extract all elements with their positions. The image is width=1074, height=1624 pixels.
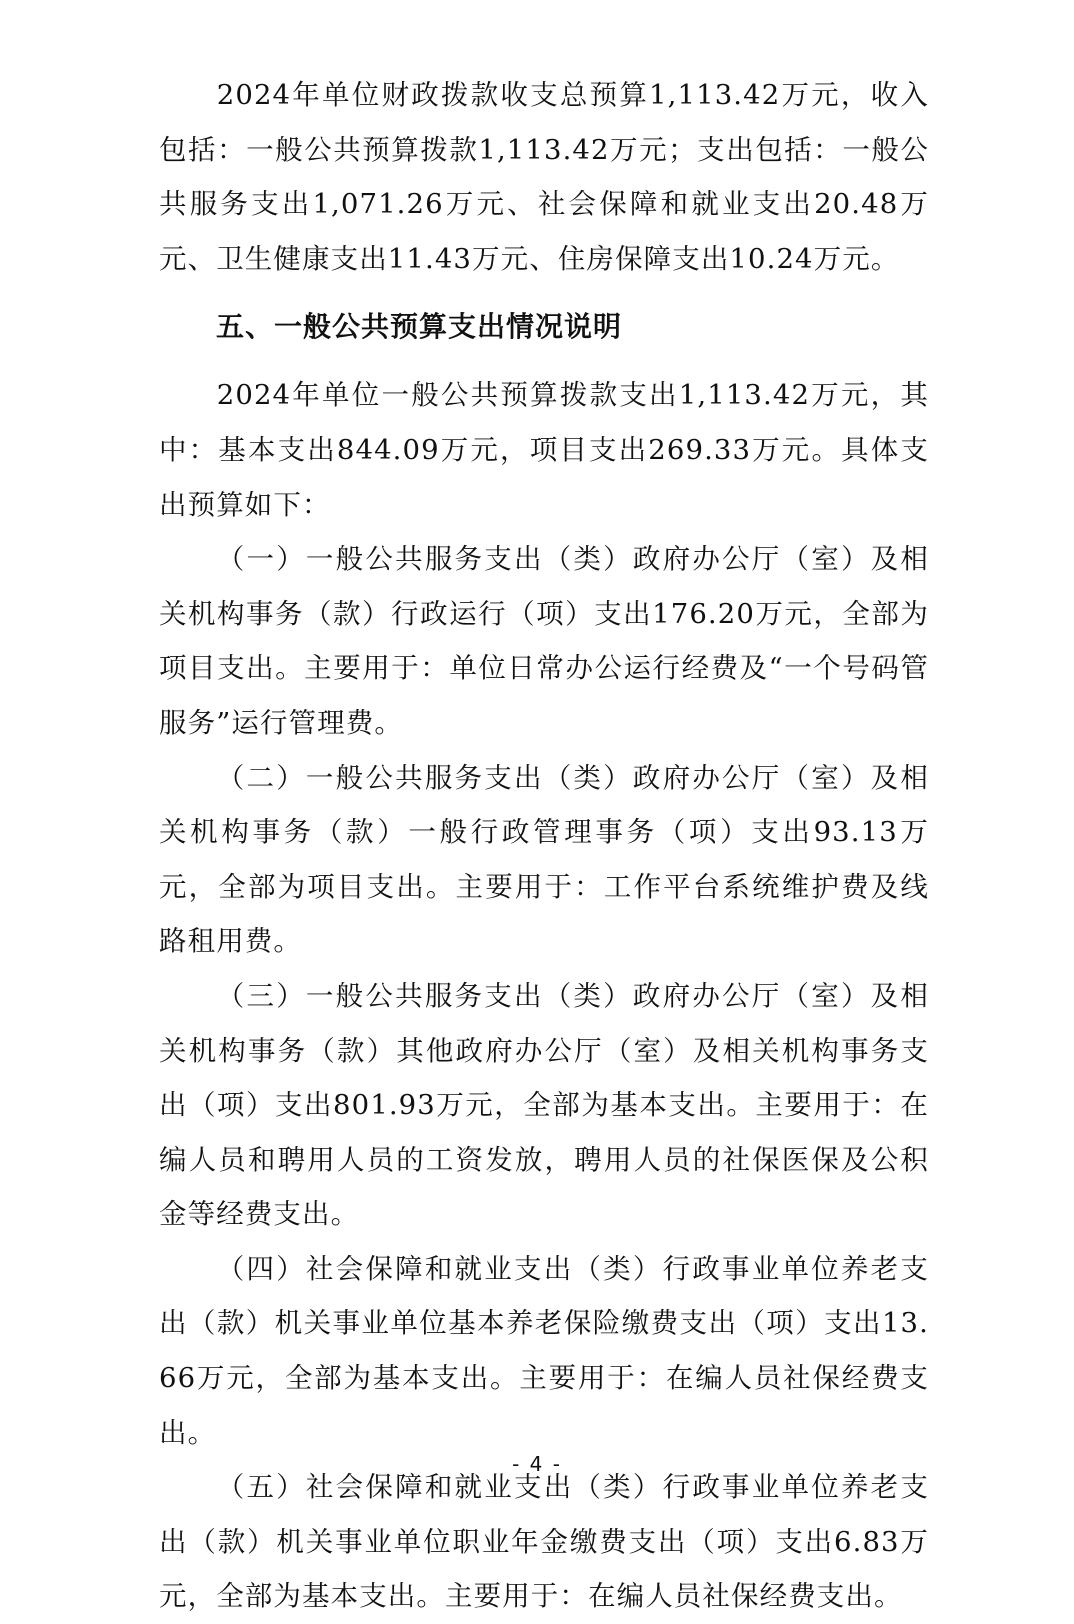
document-body bbox=[159, 68, 929, 1624]
item-paragraph-5: （五）社会保障和就业支出（类）行政事业单位养老支出（款）机关事业单位职业年金缴费支出（项）支出6.83万元，全部为基本支出。主要用于：在编人员社保经费支出。 bbox=[159, 1471, 929, 1613]
page-number: - 4 - bbox=[512, 1452, 562, 1476]
summary-paragraph: 2024年单位一般公共预算拨款支出1,113.42万元，其中：基本支出844.09万元，项目支出269.33万元。具体支出预算如下： bbox=[159, 379, 929, 521]
item-paragraph-2: （二）一般公共服务支出（类）政府办公厅（室）及相关机构事务（款）一般行政管理事务（项）支出93.13万元，全部为项目支出。主要用于：工作平台系统维护费及线路租用费。 bbox=[159, 761, 929, 958]
item-paragraph-1: （一）一般公共服务支出（类）政府办公厅（室）及相关机构事务（款）行政运行（项）支出176.20万元，全部为项目支出。主要用于：单位日常办公运行经费及“一个号码管服务”运行管理费。 bbox=[159, 543, 929, 739]
item-paragraph-4: （四）社会保障和就业支出（类）行政事业单位养老支出（款）机关事业单位基本养老保险缴费支出（项）支出13.66万元，全部为基本支出。主要用于：在编人员社保经费支出。 bbox=[159, 1252, 929, 1449]
item-paragraph-3: （三）一般公共服务支出（类）政府办公厅（室）及相关机构事务（款）其他政府办公厅（室）及相关机构事务支出（项）支出801.93万元，全部为基本支出。主要用于：在编人员和聘用人员的工资发放，聘用人员的社保医保及公积金等经费支出。 bbox=[159, 979, 929, 1231]
intro-paragraph: 2024年单位财政拨款收支总预算1,113.42万元，收入包括：一般公共预算拨款1,113.42万元；支出包括：一般公共服务支出1,071.26万元、社会保障和就业支出20.48万元、卫生健康支出11.43万元、住房保障支出10.24万元。 bbox=[159, 79, 929, 275]
section-heading: 五、一般公共预算支出情况说明 bbox=[216, 310, 623, 344]
